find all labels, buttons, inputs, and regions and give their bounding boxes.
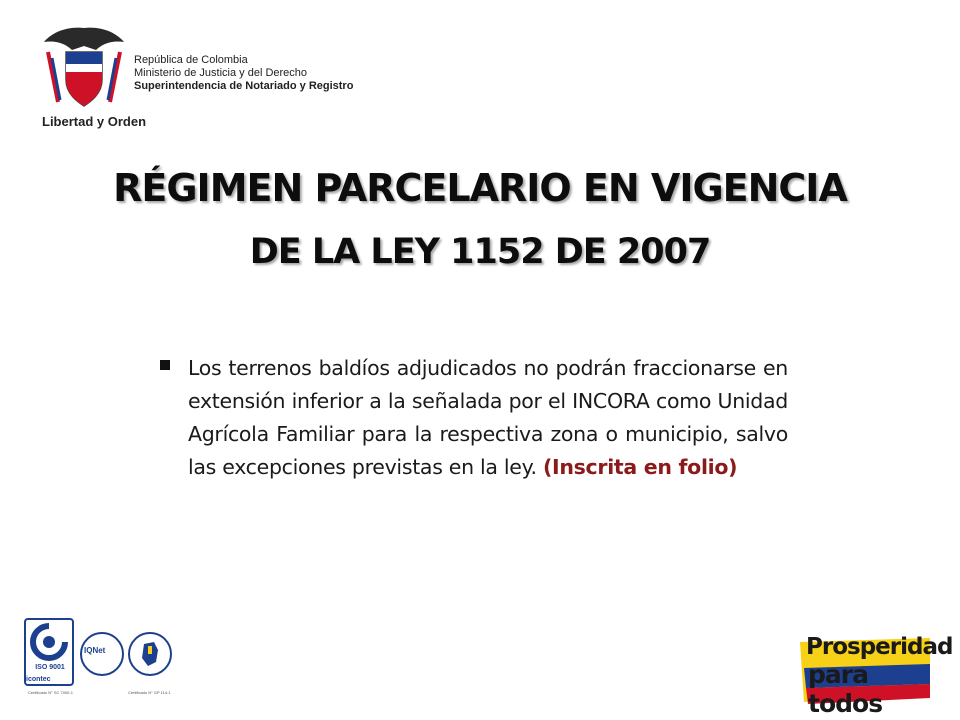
certificate-number-2: Certificado N° GP 114-1 [128,690,171,695]
org-line-2: Ministerio de Justicia y del Derecho [134,67,308,79]
iqnet-label: IQNet [84,646,106,655]
iso-swirl-icon [26,620,72,664]
title-line-1: RÉGIMEN PARCELARIO EN VIGENCIA [113,166,847,210]
bullet-highlight: (Inscrita en folio) [542,455,738,479]
prosperidad-logo [796,628,953,718]
org-line-1: República de Colombia [134,54,248,66]
title-line-2: DE LA LEY 1152 DE 2007 [249,232,711,272]
prosperidad-text: Prosperidad [806,634,953,660]
certificate-number-1: Certificado N° SC 7000-1 [28,690,73,695]
para-todos-text: para todos [808,660,883,718]
certification-logos [24,618,184,708]
bullet-item [188,352,788,484]
colombia-coat-of-arms-icon [38,22,130,110]
organization [134,54,353,93]
bullet-list [160,352,788,484]
motto: Libertad y Orden [42,114,147,129]
square-bullet-icon [160,360,170,370]
colombia-map-seal-icon [128,632,172,676]
header [38,22,438,132]
icontec-label: icontec [26,676,51,683]
iso-label: ISO 9001 [35,664,65,671]
org-line-3: Superintendencia de Notariado y Registro [134,80,354,92]
colombia-map-icon [130,634,170,674]
bullet-text: Los terrenos baldíos adjudicados no podrán fraccionarse en extensión inferior a la señalada por el INCORA como Unidad Agrícola Familiar para la respectiva zona o municipio, salvo las excepciones previstas en la ley. [188,356,788,479]
